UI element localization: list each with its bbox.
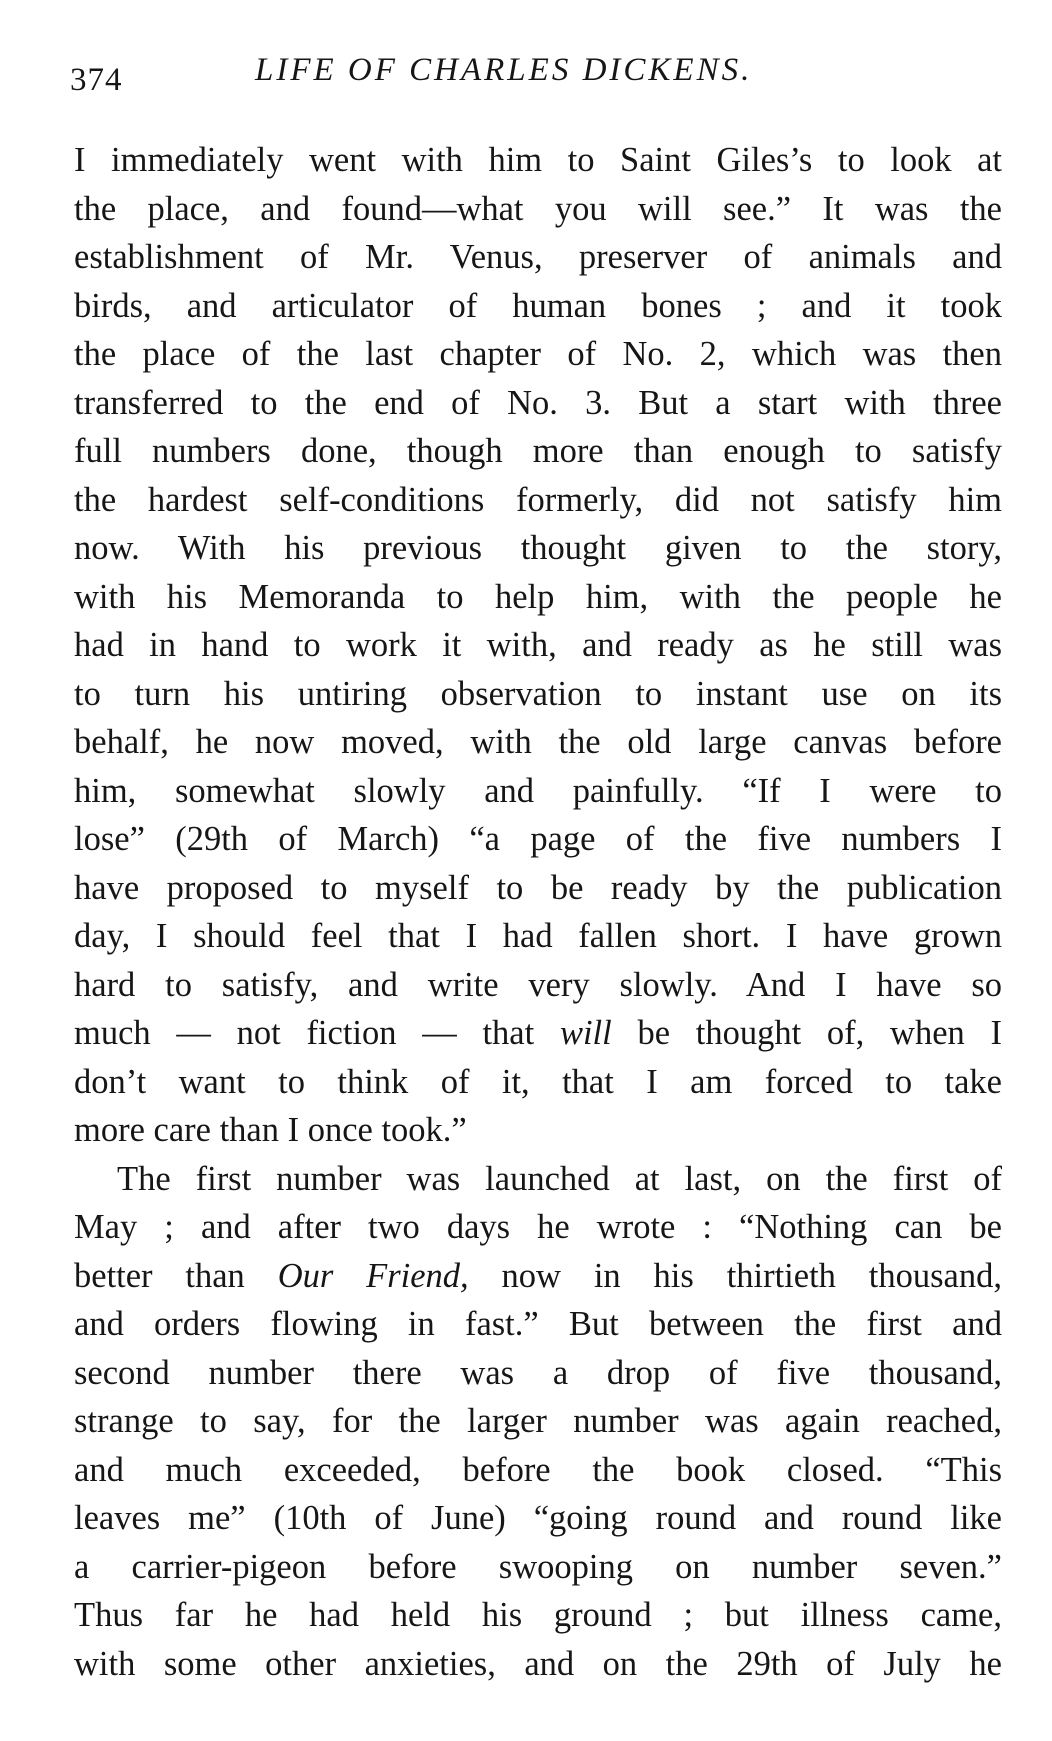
text-line: the place, and found—what you will see.” It was the [74, 189, 1002, 228]
text-line: leaves me” (10th of June) “going round and round like [74, 1499, 1002, 1537]
text-line: Thus far he had held his ground ; but illness came, [74, 1596, 1002, 1634]
text-fragment: better than [74, 1256, 278, 1295]
text-line: him, somewhat slowly and painfully. “If I were to [74, 771, 1002, 810]
text-line: and much exceeded, before the book closed. “This [74, 1450, 1002, 1489]
paragraph-1 [74, 136, 1002, 1155]
text-line: lose” (29th of March) “a page of the five numbers I [74, 820, 1002, 858]
text-line: have proposed to myself to be ready by the publication [74, 868, 1002, 907]
text-line [74, 1009, 1002, 1058]
emphasis-text: Our Friend, [277, 1256, 469, 1295]
text-line: had in hand to work it with, and ready as he still was [74, 626, 1002, 664]
text-line: full numbers done, though more than enough to satisfy [74, 432, 1002, 470]
text-fragment: much — not fiction — that [74, 1014, 560, 1052]
text-line: with his Memoranda to help him, with the people he [74, 577, 1002, 616]
paragraph-2 [74, 1155, 1002, 1689]
text-line: more care than I once took.” [74, 1111, 467, 1149]
running-title: LIFE OF CHARLES DICKENS. [255, 52, 753, 88]
text-line: birds, and articulator of human bones ; and it took [74, 286, 1002, 325]
text-line: transferred to the end of No. 3. But a start with three [74, 383, 1002, 422]
text-line: behalf, he now moved, with the old large canvas before [74, 723, 1002, 761]
emphasis-text: will [559, 1014, 612, 1052]
text-line [74, 1252, 1002, 1301]
text-line: the place of the last chapter of No. 2, which was then [74, 335, 1002, 373]
body-text [74, 136, 1002, 1688]
text-line: second number there was a drop of five thousand, [74, 1353, 1002, 1392]
text-line: establishment of Mr. Venus, preserver of animals and [74, 238, 1002, 276]
text-line: strange to say, for the larger number was again reached, [74, 1402, 1002, 1440]
text-line: don’t want to think of it, that I am forced to take [74, 1062, 1002, 1101]
text-line: and orders flowing in fast.” But between the first and [74, 1305, 1002, 1343]
text-line: a carrier-pigeon before swooping on number seven.” [74, 1547, 1002, 1586]
text-line: day, I should feel that I had fallen short. I have grown [74, 917, 1002, 955]
running-head [70, 52, 1010, 102]
text-fragment: now in his thirtieth thousand, [468, 1256, 1002, 1295]
text-line: the hardest self-conditions formerly, did not satisfy him [74, 480, 1002, 519]
text-line: now. With his previous thought given to the story, [74, 529, 1002, 567]
text-fragment: be thought of, when I [611, 1014, 1002, 1052]
text-line: to turn his untiring observation to instant use on its [74, 674, 1002, 713]
text-line: with some other anxieties, and on the 29th of July he [74, 1644, 1002, 1683]
text-line: I immediately went with him to Saint Giles’s to look at [74, 141, 1002, 179]
page-number: 374 [70, 62, 123, 98]
text-line: The first number was launched at last, on the first of [117, 1159, 1002, 1198]
text-line: May ; and after two days he wrote : “Nothing can be [74, 1208, 1002, 1246]
text-line: hard to satisfy, and write very slowly. And I have so [74, 965, 1002, 1004]
